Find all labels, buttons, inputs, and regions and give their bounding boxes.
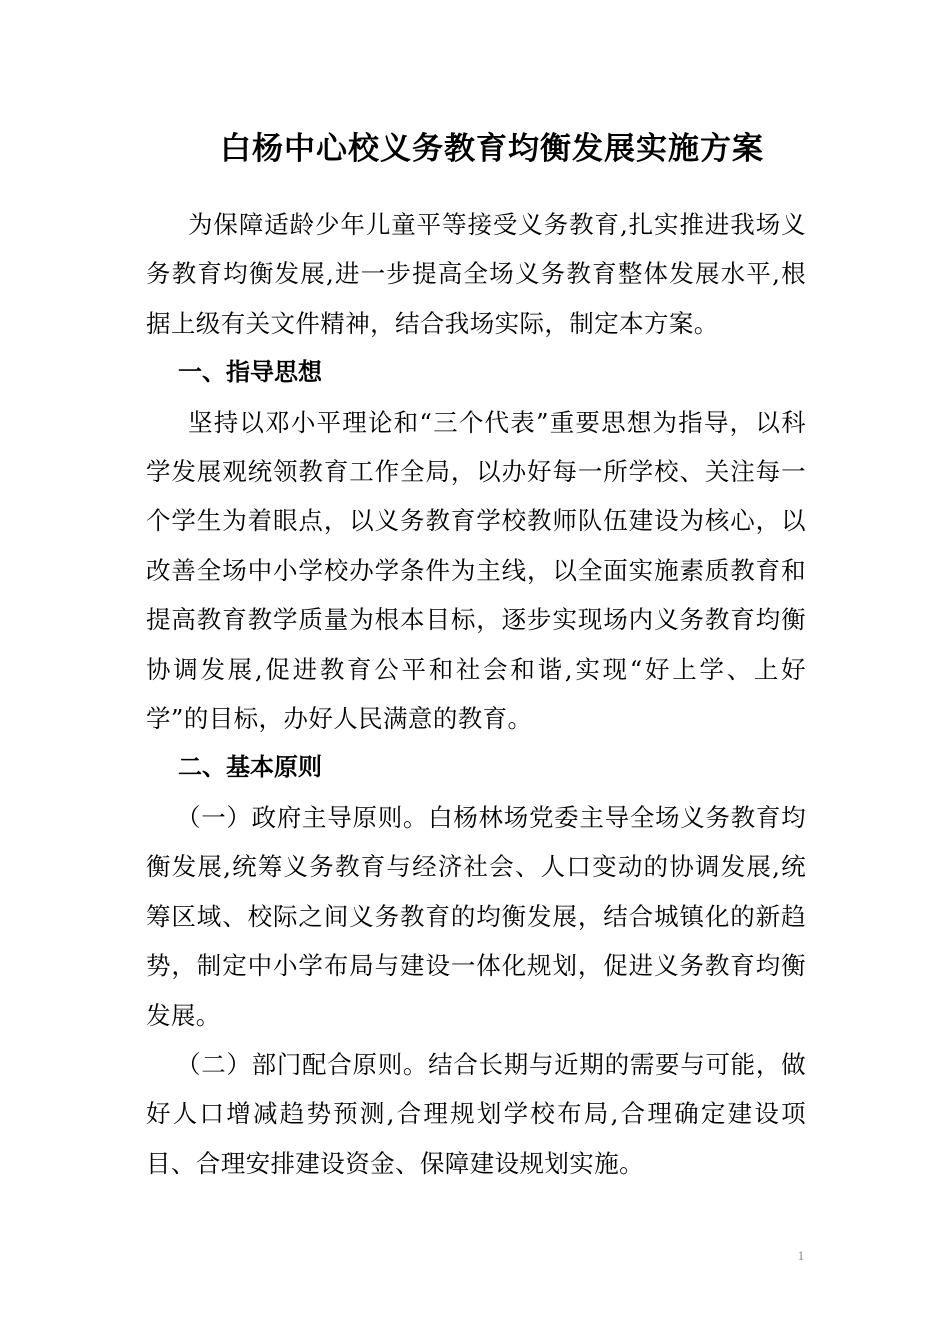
- section-heading-guiding-ideology: 一、指导思想: [178, 358, 322, 387]
- document-title: 白杨中心校义务教育均衡发展实施方案: [220, 131, 764, 167]
- page-number: 1: [797, 1248, 805, 1263]
- guiding-ideology-paragraph: 坚持以邓小平理论和“三个代表”重要思想为指导，以科学发展观统领教育工作全局，以办好每一所学校、关注每一个学生为着眼点，以义务教育学校教师队伍建设为核心，以改善全场中小学校办学条件为主线，以全面实施素质教育和提高教育教学质量为根本目标，逐步实现场内义务教育均衡协调发展,促进教育公平和社会和谐,实现“好上学、上好学”的目标，办好人民满意的教育。: [146, 407, 806, 734]
- document-body: [146, 200, 806, 1188]
- principle-department-cooperation-paragraph: （二）部门配合原则。结合长期与近期的需要与可能，做好人口增减趋势预测,合理规划学校布局,合理确定建设项目、合理安排建设资金、保障建设规划实施。: [146, 1049, 806, 1178]
- intro-paragraph: 为保障适龄少年儿童平等接受义务教育,扎实推进我场义务教育均衡发展,进一步提高全场义务教育整体发展水平,根据上级有关文件精神，结合我场实际，制定本方案。: [146, 210, 806, 338]
- section-heading-basic-principles: 二、基本原则: [178, 753, 322, 782]
- principle-government-led-paragraph: （一）政府主导原则。白杨林场党委主导全场义务教育均衡发展,统筹义务教育与经济社会、人口变动的协调发展,统筹区域、校际之间义务教育的均衡发展，结合城镇化的新趋势，制定中小学布局与建设一体化规划，促进义务教育均衡发展。: [146, 802, 806, 1030]
